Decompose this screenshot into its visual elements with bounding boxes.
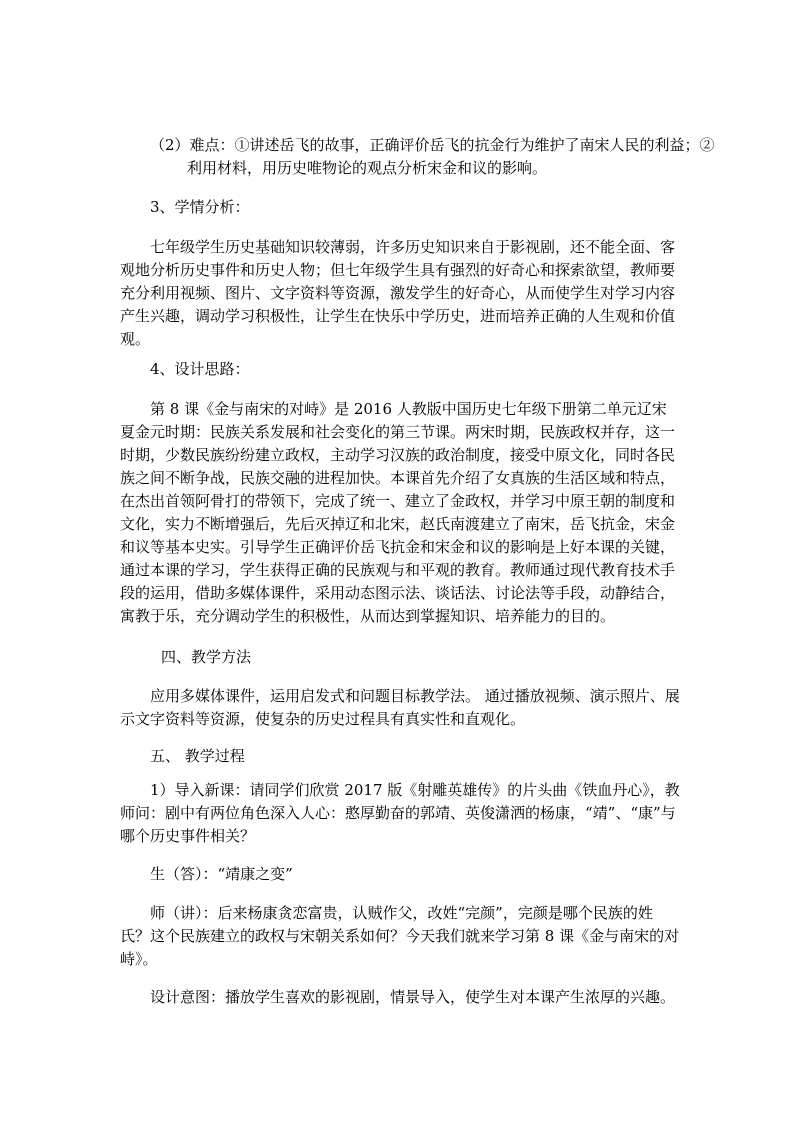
section-five-heading: 五、 教学过程 <box>150 747 245 765</box>
section-3-heading: 3、学情分析： <box>150 198 250 216</box>
teacher-talk: 师（讲）：后来杨康贪恋富贵，认贼作父，改姓“完颜”，完颜是哪个民族的姓氏？这个民族建立的政权与宋朝关系如何？今天我们就来学习第 8 课《金与南宋的对峙》。 <box>120 904 680 968</box>
student-answer: 生（答）：“靖康之变” <box>150 865 293 883</box>
intro-paragraph: 1）导入新课：请同学们欣赏 2017 版《射雕英雄传》的片头曲《铁血丹心》，教师问：剧中有两位角色深入人心：憨厚勤奋的郭靖、英俊潇洒的杨康，“靖”、“康”与哪个历史事件相关？ <box>120 781 680 845</box>
difficulty-paragraph: （2）难点：①讲述岳飞的故事，正确评价岳飞的抗金行为维护了南宋人民的利益；②利用材料，用历史唯物论的观点分析宋金和议的影响。 <box>150 136 715 177</box>
section-4-heading: 4、设计思路： <box>150 360 250 378</box>
section-four-body: 应用多媒体课件，运用启发式和问题目标教学法。 通过播放视频、演示照片、展示文字资料等资源，使复杂的历史过程具有真实性和直观化。 <box>120 687 680 728</box>
design-intent: 设计意图：播放学生喜欢的影视剧，情景导入，使学生对本课产生浓厚的兴趣。 <box>150 988 676 1006</box>
section-3-body: 七年级学生历史基础知识较薄弱，许多历史知识来自于影视剧，还不能全面、客观地分析历史事件和历史人物；但七年级学生具有强烈的好奇心和探索欲望，教师要充分利用视频、图片、文字资料等资源，激发学生的好奇心，从而使学生对学习内容产生兴趣，调动学习积极性，让学生在快乐中学历史，进而培养正确的人生观和价值观。 <box>120 238 676 348</box>
section-4-body: 第 8 课《金与南宋的对峙》是 2016 人教版中国历史七年级下册第二单元辽宋夏金元时期：民族关系发展和社会变化的第三节课。两宋时期，民族政权并存，这一时期，少数民族纷纷建立政权，主动学习汉族的政治制度，接受中原文化，同时各民族之间不断争战，民族交融的进程加快。本课首先介绍了女真族的生活区域和特点，在杰出首领阿骨打的带领下，完成了统一、建立了金政权，并学习中原王朝的制度和文化，实力不断增强后，先后灭掉辽和北宋，赵氏南渡建立了南宋，岳飞抗金，宋金和议等基本史实。引导学生正确评价岳飞抗金和宋金和议的影响是上好本课的关键，通过本课的学习，学生获得正确的民族观与和平观的教育。教师通过现代教育技术手段的运用，借助多媒体课件，采用动态图示法、谈话法、讨论法等手段，动静结合，寓教于乐，充分调动学生的积极性，从而达到掌握知识、培养能力的目的。 <box>120 400 676 625</box>
section-four-heading: 四、教学方法 <box>161 648 252 666</box>
